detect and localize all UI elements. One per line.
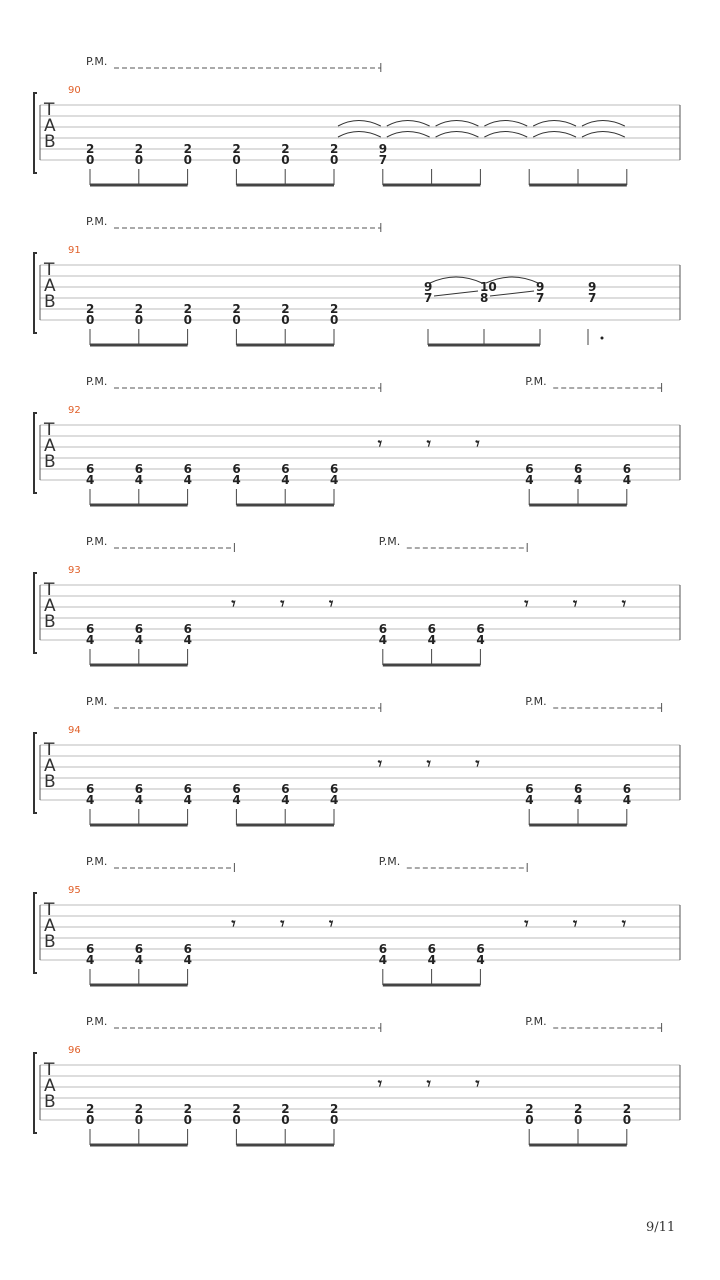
fret-number: 6 xyxy=(622,782,632,796)
fret-number: 2 xyxy=(86,302,95,316)
fret-number: 2 xyxy=(232,1102,241,1116)
eighth-rest: 𝄾 xyxy=(426,1074,431,1093)
fret-number: 4 xyxy=(622,473,632,487)
tab-system xyxy=(34,535,680,665)
eighth-rest: 𝄾 xyxy=(377,754,383,773)
fret-number: 9 xyxy=(424,280,433,294)
fret-number: 0 xyxy=(134,1113,144,1127)
eighth-rest: 𝄾 xyxy=(231,594,236,613)
fret-number: 2 xyxy=(134,142,144,156)
eighth-rest: 𝄾 xyxy=(573,914,578,933)
fret-number: 0 xyxy=(525,1113,534,1127)
palm-mute-label: P.M. xyxy=(86,695,108,708)
dot xyxy=(601,337,604,340)
fret-number: 6 xyxy=(525,462,534,476)
measure-number: 94 xyxy=(68,725,81,736)
fret-number: 6 xyxy=(378,622,388,636)
measure-number: 91 xyxy=(68,245,81,256)
tab-system xyxy=(34,55,680,185)
fret-number: 4 xyxy=(378,633,388,647)
fret-number: 0 xyxy=(574,1113,583,1127)
palm-mute-label: P.M. xyxy=(86,215,108,228)
tab-clef-letter: A xyxy=(44,916,56,936)
system-bracket xyxy=(34,253,37,333)
eighth-rest: 𝄾 xyxy=(475,434,480,453)
eighth-rest: 𝄾 xyxy=(621,594,627,613)
fret-number: 0 xyxy=(330,1113,339,1127)
palm-mute-label: P.M. xyxy=(525,695,547,708)
fret-number: 9 xyxy=(536,280,545,294)
eighth-rest: 𝄾 xyxy=(377,1074,383,1093)
eighth-rest: 𝄾 xyxy=(573,594,578,613)
tab-system xyxy=(34,215,680,345)
tab-clef-letter: T xyxy=(44,580,55,600)
fret-number: 0 xyxy=(281,313,290,327)
fret-number: 4 xyxy=(134,953,144,967)
fret-number: 4 xyxy=(476,633,485,647)
fret-number: 0 xyxy=(86,1113,95,1127)
fret-number: 6 xyxy=(86,462,95,476)
fret-number: 2 xyxy=(330,142,339,156)
tab-clef-letter: T xyxy=(44,260,55,280)
tab-clef-letter: B xyxy=(44,772,56,792)
fret-number: 6 xyxy=(574,462,583,476)
fret-number: 2 xyxy=(183,1102,192,1116)
eighth-rest: 𝄾 xyxy=(475,1074,480,1093)
fret-number: 6 xyxy=(134,462,144,476)
palm-mute-label: P.M. xyxy=(86,55,108,68)
system-bracket xyxy=(34,893,37,973)
fret-number: 0 xyxy=(183,1113,192,1127)
tab-clef-letter: A xyxy=(44,1076,56,1096)
fret-number: 2 xyxy=(134,302,144,316)
measure-number: 92 xyxy=(68,405,81,416)
fret-number: 4 xyxy=(427,633,436,647)
fret-number: 7 xyxy=(588,291,597,305)
tie-arc xyxy=(582,121,625,127)
fret-number: 4 xyxy=(427,953,436,967)
fret-number: 6 xyxy=(232,782,241,796)
fret-number: 4 xyxy=(183,953,192,967)
system-bracket xyxy=(34,573,37,653)
fret-number: 4 xyxy=(134,473,144,487)
eighth-rest: 𝄾 xyxy=(524,594,529,613)
fret-number: 2 xyxy=(134,1102,144,1116)
fret-number: 4 xyxy=(86,953,95,967)
fret-number: 4 xyxy=(134,633,144,647)
fret-number: 4 xyxy=(574,793,583,807)
tab-system xyxy=(34,695,680,825)
tab-system xyxy=(34,1015,680,1145)
fret-number: 4 xyxy=(330,793,339,807)
fret-number: 0 xyxy=(232,153,241,167)
fret-number: 4 xyxy=(86,473,95,487)
tab-clef-letter: T xyxy=(44,420,55,440)
tie-arc xyxy=(387,132,430,138)
palm-mute-label: P.M. xyxy=(86,375,108,388)
fret-number: 6 xyxy=(330,462,339,476)
fret-number: 6 xyxy=(476,622,485,636)
tab-clef-letter: T xyxy=(44,900,55,920)
fret-number: 6 xyxy=(622,462,632,476)
fret-number: 6 xyxy=(86,622,95,636)
fret-number: 6 xyxy=(134,622,144,636)
tie-arc xyxy=(387,121,430,127)
fret-number: 4 xyxy=(622,793,632,807)
fret-number: 4 xyxy=(232,793,241,807)
fret-number: 9 xyxy=(378,142,388,156)
fret-number: 4 xyxy=(183,793,192,807)
fret-number: 6 xyxy=(378,942,388,956)
eighth-rest: 𝄾 xyxy=(329,594,334,613)
eighth-rest: 𝄾 xyxy=(426,434,431,453)
tie-arc xyxy=(484,132,527,138)
fret-number: 2 xyxy=(330,302,339,316)
tab-clef-letter: B xyxy=(44,452,56,472)
tab-clef-letter: T xyxy=(44,740,55,760)
fret-number: 0 xyxy=(281,1113,290,1127)
tab-system xyxy=(34,375,680,505)
eighth-rest: 𝄾 xyxy=(475,754,480,773)
tab-clef-letter: A xyxy=(44,436,56,456)
fret-number: 7 xyxy=(424,291,433,305)
fret-number: 2 xyxy=(86,1102,95,1116)
fret-number: 4 xyxy=(574,473,583,487)
tie-arc xyxy=(533,121,576,127)
fret-number: 2 xyxy=(330,1102,339,1116)
measure-number: 96 xyxy=(68,1045,81,1056)
eighth-rest: 𝄾 xyxy=(280,594,285,613)
eighth-rest: 𝄾 xyxy=(280,914,285,933)
fret-number: 6 xyxy=(183,782,192,796)
palm-mute-label: P.M. xyxy=(525,375,547,388)
tab-clef-letter: A xyxy=(44,756,56,776)
tab-clef-letter: A xyxy=(44,596,56,616)
tab-clef-letter: T xyxy=(44,1060,55,1080)
fret-number: 4 xyxy=(86,633,95,647)
tie-arc xyxy=(338,132,381,138)
fret-number: 2 xyxy=(281,1102,290,1116)
eighth-rest: 𝄾 xyxy=(621,914,627,933)
tab-clef-letter: B xyxy=(44,292,56,312)
fret-number: 6 xyxy=(574,782,583,796)
tab-system xyxy=(34,855,680,985)
tie-arc xyxy=(436,132,479,138)
fret-number: 4 xyxy=(183,633,192,647)
fret-number: 2 xyxy=(574,1102,583,1116)
slur-arc xyxy=(430,277,482,283)
fret-number: 2 xyxy=(183,142,192,156)
tie-arc xyxy=(338,121,381,127)
tie-arc xyxy=(582,132,625,138)
fret-number: 2 xyxy=(622,1102,632,1116)
system-bracket xyxy=(34,733,37,813)
eighth-rest: 𝄾 xyxy=(524,914,529,933)
system-bracket xyxy=(34,413,37,493)
measure-number: 95 xyxy=(68,885,81,896)
fret-number: 8 xyxy=(480,291,489,305)
measure-number: 90 xyxy=(68,85,81,96)
fret-number: 0 xyxy=(232,1113,241,1127)
fret-number: 4 xyxy=(378,953,388,967)
fret-number: 4 xyxy=(330,473,339,487)
palm-mute-label: P.M. xyxy=(378,855,401,868)
fret-number: 6 xyxy=(427,942,436,956)
fret-number: 0 xyxy=(86,313,95,327)
fret-number: 2 xyxy=(281,302,290,316)
fret-number: 2 xyxy=(281,142,290,156)
slide-line xyxy=(434,291,478,296)
tab-clef-letter: B xyxy=(44,932,56,952)
tab-clef-letter: B xyxy=(44,1092,56,1112)
tie-arc xyxy=(533,132,576,138)
fret-number: 2 xyxy=(525,1102,534,1116)
fret-number: 0 xyxy=(330,313,339,327)
fret-number: 2 xyxy=(86,142,95,156)
fret-number: 6 xyxy=(525,782,534,796)
fret-number: 2 xyxy=(232,302,241,316)
fret-number: 0 xyxy=(183,313,192,327)
fret-number: 4 xyxy=(232,473,241,487)
tab-clef-letter: B xyxy=(44,612,56,632)
fret-number: 6 xyxy=(134,782,144,796)
fret-number: 6 xyxy=(183,462,192,476)
fret-number: 7 xyxy=(536,291,545,305)
fret-number: 4 xyxy=(281,793,290,807)
fret-number: 4 xyxy=(476,953,485,967)
fret-number: 6 xyxy=(476,942,485,956)
fret-number: 6 xyxy=(86,942,95,956)
fret-number: 2 xyxy=(232,142,241,156)
fret-number: 4 xyxy=(134,793,144,807)
fret-number: 6 xyxy=(134,942,144,956)
palm-mute-label: P.M. xyxy=(378,535,401,548)
fret-number: 2 xyxy=(183,302,192,316)
fret-number: 6 xyxy=(281,462,290,476)
fret-number: 0 xyxy=(134,313,144,327)
fret-number: 0 xyxy=(281,153,290,167)
fret-number: 6 xyxy=(427,622,436,636)
fret-number: 9 xyxy=(588,280,597,294)
system-bracket xyxy=(34,1053,37,1133)
page-number: 9/11 xyxy=(646,1220,676,1235)
fret-number: 10 xyxy=(480,280,497,294)
fret-number: 4 xyxy=(281,473,290,487)
palm-mute-label: P.M. xyxy=(86,1015,108,1028)
measure-number: 93 xyxy=(68,565,81,576)
fret-number: 4 xyxy=(183,473,192,487)
tab-clef-letter: A xyxy=(44,276,56,296)
fret-number: 6 xyxy=(281,782,290,796)
fret-number: 4 xyxy=(525,473,534,487)
tie-arc xyxy=(436,121,479,127)
fret-number: 6 xyxy=(232,462,241,476)
fret-number: 7 xyxy=(378,153,388,167)
system-bracket xyxy=(34,93,37,173)
fret-number: 0 xyxy=(232,313,241,327)
tie-arc xyxy=(484,121,527,127)
fret-number: 0 xyxy=(86,153,95,167)
eighth-rest: 𝄾 xyxy=(377,434,383,453)
tab-clef-letter: B xyxy=(44,132,56,152)
fret-number: 6 xyxy=(183,622,192,636)
tab-clef-letter: A xyxy=(44,116,56,136)
fret-number: 6 xyxy=(86,782,95,796)
palm-mute-label: P.M. xyxy=(86,855,108,868)
eighth-rest: 𝄾 xyxy=(329,914,334,933)
fret-number: 4 xyxy=(86,793,95,807)
fret-number: 6 xyxy=(183,942,192,956)
palm-mute-label: P.M. xyxy=(86,535,108,548)
fret-number: 0 xyxy=(622,1113,632,1127)
palm-mute-label: P.M. xyxy=(525,1015,547,1028)
tab-clef-letter: T xyxy=(44,100,55,120)
fret-number: 6 xyxy=(330,782,339,796)
eighth-rest: 𝄾 xyxy=(426,754,431,773)
eighth-rest: 𝄾 xyxy=(231,914,236,933)
fret-number: 0 xyxy=(183,153,192,167)
fret-number: 4 xyxy=(525,793,534,807)
fret-number: 0 xyxy=(134,153,144,167)
fret-number: 0 xyxy=(330,153,339,167)
